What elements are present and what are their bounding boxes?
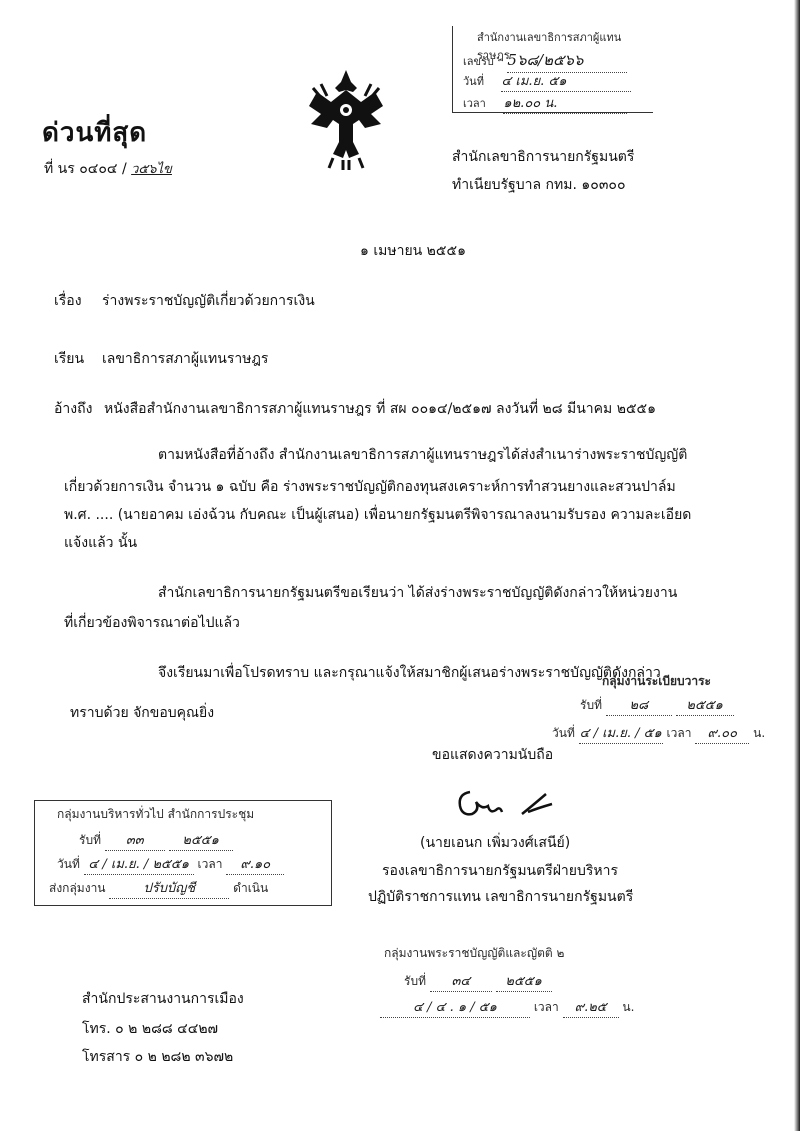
law-stamp-time-value: ๙.๒๕	[563, 996, 619, 1018]
reference-label: อ้างถึง	[54, 401, 93, 417]
law-stamp-date-value: ๔ / ๔ . ๑ / ๕๑	[380, 996, 530, 1018]
admin-stamp-send-suffix: ดำเนิน	[233, 881, 269, 895]
law-stamp-rx-label: รับที่	[404, 974, 426, 988]
admin-stamp-date-value: ๔ / เม.ย. / ๒๕๕๑	[84, 853, 194, 875]
reference-number	[44, 158, 172, 180]
body-line: ทราบด้วย จักขอบคุณยิ่ง	[70, 705, 215, 721]
admin-stamp-send-value: ปรับบัญชี	[109, 877, 229, 899]
agenda-stamp-time-value: ๙.๐๐	[695, 722, 749, 744]
admin-stamp-rx-value: ๓๓	[105, 829, 165, 851]
body-line: พ.ศ. .... (นายอาคม เอ่งฉ้วน กับคณะ เป็นผู้เสนอ) เพื่อนายกรัฐมนตรีพิจารณาลงนามรับรอง ความละเอียด	[64, 507, 692, 523]
garuda-emblem-icon	[303, 62, 389, 172]
to-label: เรียน	[54, 351, 85, 367]
received-stamp-top	[452, 26, 653, 113]
signatory-name: (นายเอนก เพิ่มวงศ์เสนีย์)	[420, 835, 571, 851]
reference-text: หนังสือสำนักงานเลขาธิการสภาผู้แทนราษฎร ที่ สผ ๐๐๑๔/๒๕๑๗ ลงวันที่ ๒๘ มีนาคม ๒๕๕๑	[104, 401, 657, 417]
law-bureau-stamp	[378, 940, 668, 1020]
admin-stamp-send-label: ส่งกลุ่มงาน	[49, 881, 106, 895]
stamp-top-time-label: เวลา	[463, 97, 486, 110]
signatory-acting: ปฏิบัติราชการแทน เลขาธิการนายกรัฐมนตรี	[368, 889, 634, 905]
sender-address: ทำเนียบรัฐบาล กทม. ๑๐๓๐๐	[452, 177, 626, 193]
stamp-top-title: สำนักงานเลขาธิการสภาผู้แทนราษฎร	[477, 31, 622, 62]
body-line: สำนักเลขาธิการนายกรัฐมนตรีขอเรียนว่า ได้ส่งร่างพระราชบัญญัติดังกล่าวให้หน่วยงาน	[158, 585, 678, 601]
signatory-position: รองเลขาธิการนายกรัฐมนตรีฝ่ายบริหาร	[382, 863, 619, 879]
agenda-bureau-stamp	[552, 672, 790, 752]
signature-scribble	[452, 784, 562, 824]
admin-stamp-time-value: ๙.๑๐	[226, 853, 284, 875]
reference-number-prefix: ที่ นร ๐๔๐๔ /	[44, 161, 127, 177]
agenda-stamp-title: กลุ่มงานระเบียบวาระ	[602, 674, 711, 688]
law-stamp-time-unit: น.	[622, 1000, 635, 1014]
agenda-stamp-date-label: วันที่	[552, 726, 575, 740]
stamp-top-date-label: วันที่	[463, 75, 484, 88]
law-stamp-rx-value: ๓๔	[430, 970, 492, 992]
admin-stamp-date-label: วันที่	[57, 857, 80, 871]
stamp-top-date-value: ๔ เม.ย. ๕๑	[501, 70, 631, 92]
agenda-stamp-date-value: ๔ / เม.ย. / ๕๑	[579, 722, 663, 744]
admin-stamp-title: กลุ่มงานบริหารทั่วไป สำนักการประชุม	[57, 807, 255, 821]
agenda-stamp-time-label: เวลา	[666, 726, 692, 740]
law-stamp-title: กลุ่มงานพระราชบัญญัติและญัตติ ๒	[384, 946, 565, 960]
stamp-top-rx-value: 5๖๘/๒๕๖๖	[507, 48, 627, 73]
stamp-top-time-value: ๑๒.๐๐ น.	[503, 92, 627, 114]
letter-date: ๑ เมษายน ๒๕๕๑	[360, 243, 466, 259]
admin-stamp-time-label: เวลา	[197, 857, 223, 871]
sender-office: สำนักเลขาธิการนายกรัฐมนตรี	[452, 149, 635, 165]
footer-tel: โทร. ๐ ๒ ๒๘๘ ๔๔๒๗	[82, 1021, 219, 1037]
agenda-stamp-rx-label: รับที่	[580, 698, 602, 712]
agenda-stamp-rx-value: ๒๘	[606, 694, 672, 716]
scan-edge-shadow	[794, 0, 800, 1131]
body-line: ตามหนังสือที่อ้างถึง สำนักงานเลขาธิการสภาผู้แทนราษฎรได้ส่งสำเนาร่างพระราชบัญญัติ	[158, 447, 688, 463]
law-stamp-rx-year: ๒๕๕๑	[496, 970, 552, 992]
admin-stamp-rx-year: ๒๕๕๑	[169, 829, 233, 851]
subject-text: ร่างพระราชบัญญัติเกี่ยวด้วยการเงิน	[102, 293, 315, 309]
body-line: แจ้งแล้ว นั้น	[64, 535, 138, 551]
footer-fax: โทรสาร ๐ ๒ ๒๘๒ ๓๖๗๒	[82, 1049, 234, 1065]
agenda-stamp-rx-year: ๒๕๕๑	[676, 694, 734, 716]
agenda-stamp-time-unit: น.	[753, 726, 766, 740]
urgency-heading: ด่วนที่สุด	[42, 118, 148, 148]
body-line: ที่เกี่ยวข้องพิจารณาต่อไปแล้ว	[64, 615, 240, 631]
admin-stamp-rx-label: รับที่	[79, 833, 101, 847]
admin-office-stamp	[34, 800, 332, 906]
footer-office: สำนักประสานงานการเมือง	[82, 991, 244, 1007]
law-stamp-time-label: เวลา	[533, 1000, 559, 1014]
body-line: จึงเรียนมาเพื่อโปรดทราบ และกรุณาแจ้งให้สมาชิกผู้เสนอร่างพระราชบัญญัติดังกล่าว	[158, 665, 661, 681]
to-text: เลขาธิการสภาผู้แทนราษฎร	[102, 351, 269, 367]
subject-label: เรื่อง	[54, 293, 82, 309]
reference-number-handwritten: ว๕๖ไข	[131, 162, 172, 177]
closing-text: ขอแสดงความนับถือ	[432, 747, 554, 763]
stamp-top-rx-label: เลขรับ	[463, 55, 494, 68]
body-line: เกี่ยวด้วยการเงิน จำนวน ๑ ฉบับ คือ ร่างพระราชบัญญัติกองทุนสงเคราะห์การทำสวนยางและสวนปาล์ม	[64, 479, 676, 495]
